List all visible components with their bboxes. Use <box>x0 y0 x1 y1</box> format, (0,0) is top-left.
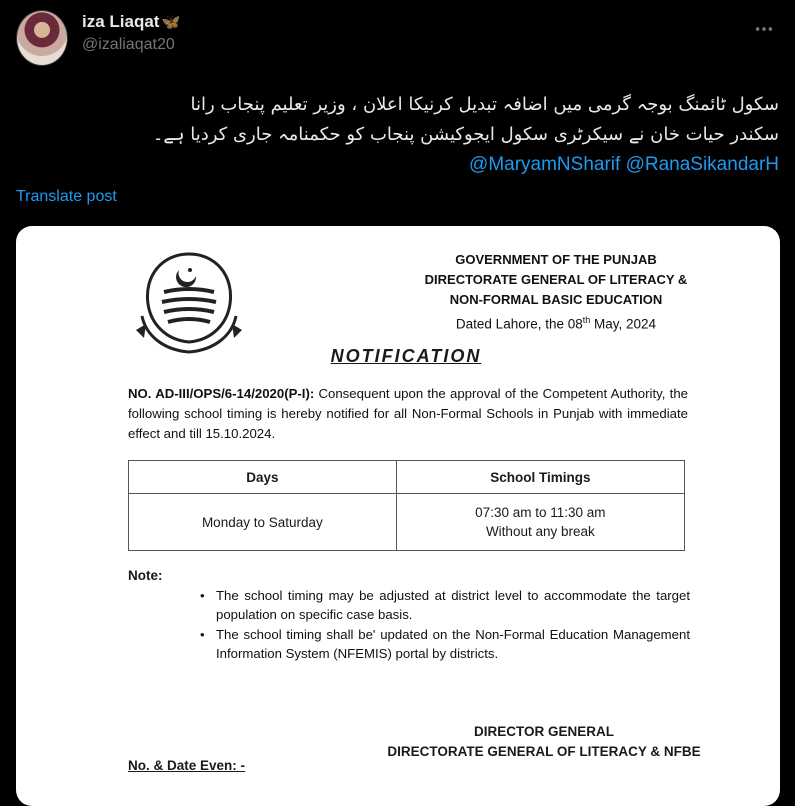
letterhead-line-2: DIRECTORATE GENERAL OF LITERACY & <box>424 272 688 287</box>
table-header-row <box>129 461 685 494</box>
post-text-line-1: سکول ٹائمنگ بوجہ گرمی میں اضافہ تبدیل کرنیکا اعلان ، وزیر تعلیم پنجاب رانا <box>190 94 779 115</box>
note-label: Note: <box>128 568 163 583</box>
author-display-name[interactable]: iza Liaqat <box>82 12 160 31</box>
butterfly-icon: 🦋 <box>161 13 181 31</box>
document-date: Dated Lahore, the 08th May, 2024 <box>455 315 657 332</box>
col-school-timings: School Timings <box>396 461 684 494</box>
post-header <box>16 10 779 70</box>
translate-post-link[interactable]: Translate post <box>16 188 117 205</box>
signatory-title: DIRECTOR GENERAL <box>473 724 614 739</box>
mention-link-maryam[interactable]: @MaryamNSharif <box>469 154 621 175</box>
letterhead <box>421 250 691 335</box>
letterhead-line-3: NON-FORMAL BASIC EDUCATION <box>449 292 663 307</box>
post-text <box>16 90 779 180</box>
more-options-icon[interactable] <box>749 14 779 44</box>
col-days: Days <box>129 461 397 494</box>
attached-image[interactable] <box>16 226 780 806</box>
table-row <box>129 494 685 551</box>
school-timing-table <box>128 460 685 551</box>
signatory <box>334 722 754 762</box>
cell-days: Monday to Saturday <box>129 494 397 551</box>
post-text-line-2: سکندر حیات خان نے سیکرٹری سکول ایجوکیشن پنجاب کو حکمنامہ جاری کردیا ہے۔ <box>152 124 779 145</box>
punjab-emblem-icon <box>134 246 244 356</box>
mention-link-rana[interactable]: @RanaSikandarH <box>625 154 779 175</box>
post-mentions <box>16 150 779 180</box>
reference-number: NO. AD-III/OPS/6-14/2020(P-I): <box>128 386 315 401</box>
list-item: • The school timing may be adjusted at district level to accommodate the target population on specific case basis. <box>194 586 690 624</box>
letterhead-line-1: GOVERNMENT OF THE PUNJAB <box>455 252 657 267</box>
document-footer: No. & Date Even: - <box>128 758 246 773</box>
signatory-org: DIRECTORATE GENERAL OF LITERACY & NFBE <box>387 744 701 759</box>
notes-list <box>194 586 690 664</box>
cell-timings: 07:30 am to 11:30 am Without any break <box>396 494 684 551</box>
notification-title: NOTIFICATION <box>330 346 482 366</box>
notification-paragraph: NO. AD-III/OPS/6-14/2020(P-I): Consequent upon the approval of the Competent Authority, the following school timing is hereby notified for all Non-Formal Schools in Punjab with immediate effect and till 15.10.2024. <box>128 386 688 441</box>
author-info <box>82 12 180 54</box>
author-handle[interactable]: @izaliaqat20 <box>82 36 175 53</box>
list-item: • The school timing shall be' updated on the Non-Formal Education Management Information System (NFEMIS) portal by districts. <box>194 625 690 663</box>
avatar[interactable] <box>16 10 68 66</box>
